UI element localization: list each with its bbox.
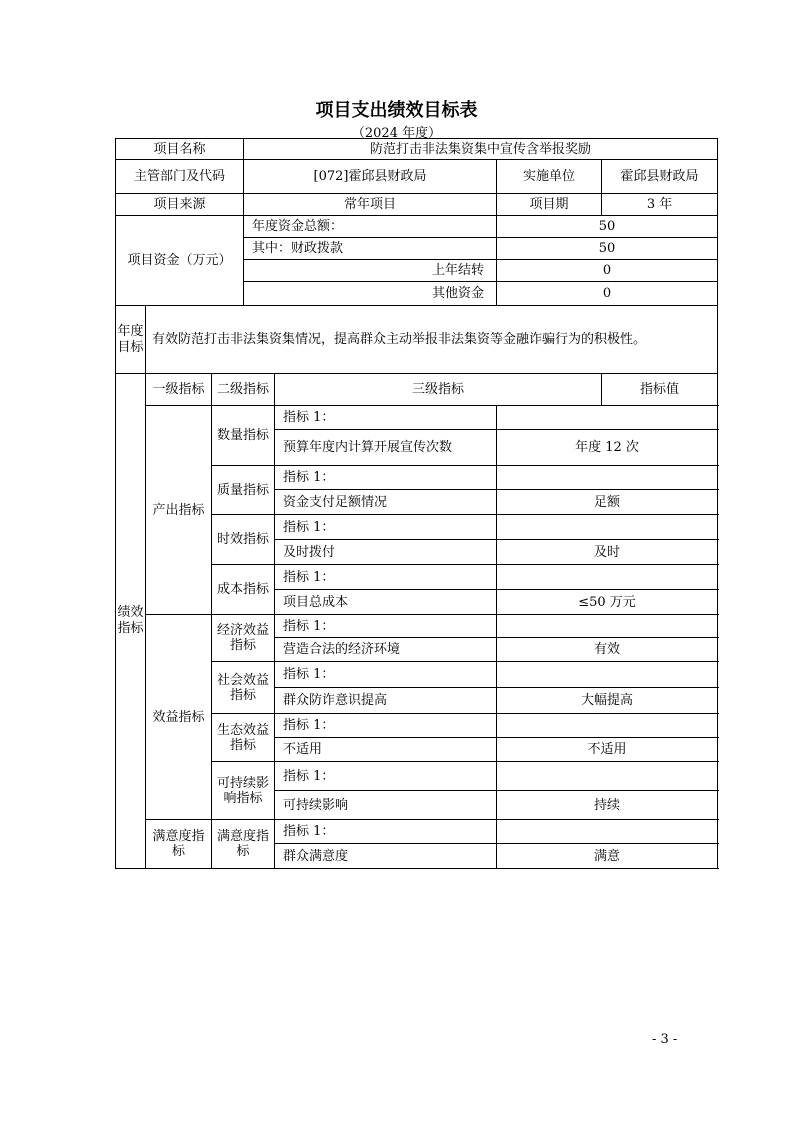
annual-goal-text: 有效防范打击非法集资集情况，提高群众主动举报非法集资等金融诈骗行为的积极性。 <box>146 306 718 374</box>
dept-value: [072]霍邱县财政局 <box>244 160 497 194</box>
dept-row <box>116 160 718 194</box>
level1-header: 一级指标 <box>146 374 212 406</box>
indicator-item-blank <box>497 762 718 791</box>
project-name-label: 项目名称 <box>116 139 244 160</box>
level3-indicator: 营造合法的经济环境 <box>275 638 497 662</box>
level2-satisfaction: 满意度指标 <box>212 820 275 869</box>
level2-header: 二级指标 <box>212 374 275 406</box>
indicator-value: 足额 <box>497 490 718 515</box>
annual-goal-row <box>116 306 718 374</box>
indicator-item-blank <box>497 406 718 430</box>
funds-item-label: 年度资金总额： <box>244 216 497 238</box>
indicator-item-blank <box>497 565 718 590</box>
level3-indicator: 及时拨付 <box>275 540 497 565</box>
performance-table-area <box>115 138 717 878</box>
indicator-value: 满意 <box>497 844 718 869</box>
performance-target-table <box>115 138 718 869</box>
funds-item-label: 其他资金 <box>244 282 497 306</box>
annual-goal-label: 年度目标 <box>116 306 146 374</box>
indicator-item-label: 指标 1： <box>275 714 497 738</box>
indicator-value: 大幅提高 <box>497 688 718 714</box>
level3-indicator: 群众满意度 <box>275 844 497 869</box>
indicator-value-header: 指标值 <box>602 374 718 406</box>
indicator-value: 及时 <box>497 540 718 565</box>
funds-row <box>116 216 718 238</box>
level3-header: 三级指标 <box>275 374 602 406</box>
level2-ecological: 生态效益指标 <box>212 714 275 762</box>
period-value: 3 年 <box>602 194 718 216</box>
level2-social: 社会效益指标 <box>212 662 275 714</box>
project-name-value: 防范打击非法集资集中宣传含举报奖励 <box>244 139 718 160</box>
indicator-item-blank <box>497 515 718 540</box>
level2-quantity: 数量指标 <box>212 406 275 466</box>
level3-indicator: 可持续影响 <box>275 791 497 820</box>
source-value: 常年项目 <box>244 194 497 216</box>
dept-label: 主管部门及代码 <box>116 160 244 194</box>
indicator-item-label: 指标 1： <box>275 515 497 540</box>
impl-label: 实施单位 <box>497 160 602 194</box>
level2-cost: 成本指标 <box>212 565 275 615</box>
period-label: 项目期 <box>497 194 602 216</box>
indicator-item-blank <box>497 662 718 688</box>
indicator-item-blank <box>497 466 718 490</box>
funds-item-value: 0 <box>497 282 718 306</box>
indicator-item-label: 指标 1： <box>275 406 497 430</box>
indicator-value: ≤50 万元 <box>497 590 718 615</box>
level3-indicator: 项目总成本 <box>275 590 497 615</box>
funds-label: 项目资金（万元） <box>116 216 244 306</box>
indicator-item-label: 指标 1： <box>275 565 497 590</box>
indicator-row <box>116 406 718 430</box>
level3-indicator: 资金支付足额情况 <box>275 490 497 515</box>
indicator-value: 持续 <box>497 791 718 820</box>
page-title: 项目支出绩效目标表 <box>315 100 478 121</box>
indicator-item-label: 指标 1： <box>275 820 497 844</box>
level1-satisfaction: 满意度指标 <box>146 820 212 869</box>
project-name-row <box>116 139 718 160</box>
funds-item-value: 50 <box>497 216 718 238</box>
impl-value: 霍邱县财政局 <box>602 160 718 194</box>
level1-benefit: 效益指标 <box>146 615 212 820</box>
indicator-item-label: 指标 1： <box>275 662 497 688</box>
source-row <box>116 194 718 216</box>
indicator-row <box>116 820 718 844</box>
level3-indicator: 群众防诈意识提高 <box>275 688 497 714</box>
indicator-row <box>116 615 718 638</box>
funds-item-label: 其中：财政拨款 <box>244 238 497 260</box>
level2-quality: 质量指标 <box>212 466 275 515</box>
funds-item-value: 50 <box>497 238 718 260</box>
indicator-item-label: 指标 1： <box>275 615 497 638</box>
perf-indicator-label: 绩效指标 <box>116 374 146 869</box>
year-subtitle: （2024 年度） <box>351 126 442 141</box>
level2-timeliness: 时效指标 <box>212 515 275 565</box>
indicator-value: 有效 <box>497 638 718 662</box>
indicator-item-blank <box>497 714 718 738</box>
level2-sustainable: 可持续影响指标 <box>212 762 275 820</box>
indicator-item-blank <box>497 820 718 844</box>
level1-output: 产出指标 <box>146 406 212 615</box>
funds-item-label: 上年结转 <box>244 260 497 282</box>
page-number: - 3 - <box>652 1032 678 1047</box>
indicator-header-row <box>116 374 718 406</box>
indicator-item-blank <box>497 615 718 638</box>
indicator-value: 年度 12 次 <box>497 430 718 466</box>
indicator-value: 不适用 <box>497 738 718 762</box>
source-label: 项目来源 <box>116 194 244 216</box>
funds-item-value: 0 <box>497 260 718 282</box>
level3-indicator: 不适用 <box>275 738 497 762</box>
indicator-item-label: 指标 1： <box>275 762 497 791</box>
level3-indicator: 预算年度内计算开展宣传次数 <box>275 430 497 466</box>
indicator-item-label: 指标 1： <box>275 466 497 490</box>
level2-economic: 经济效益指标 <box>212 615 275 662</box>
